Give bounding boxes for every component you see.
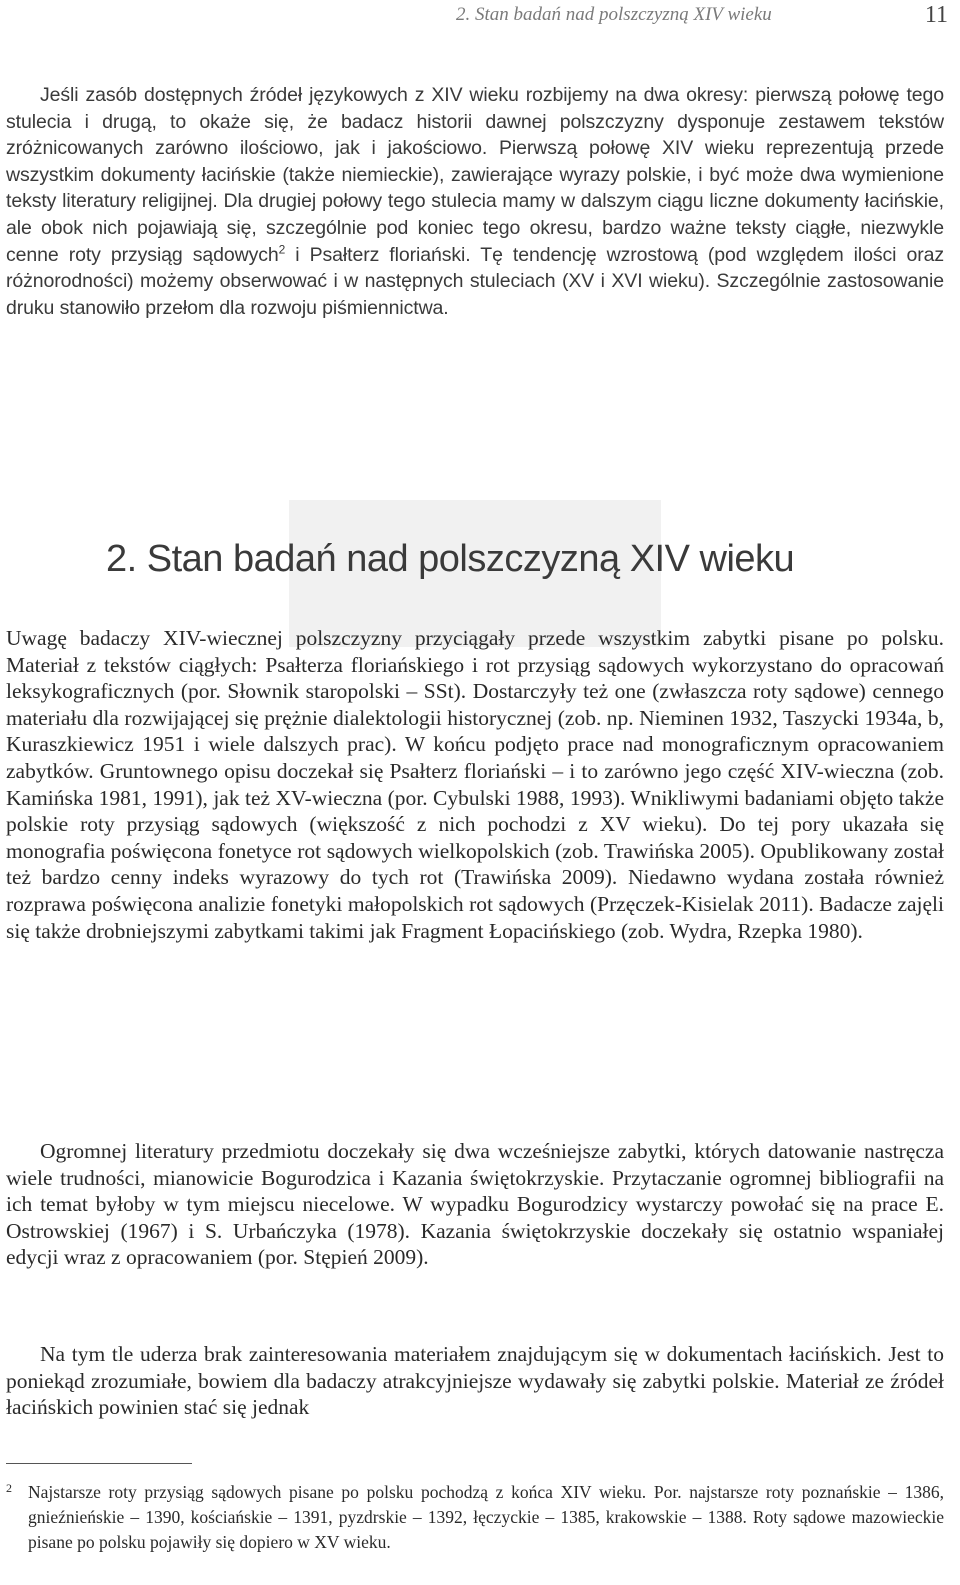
paragraph-intro-part2: Dla drugiej połowy tego stulecia mamy w dalszym ciągu liczne dokumenty łacińskie, ale obok nich pojawiają się, szczególnie pod koniec tego okresu, bardzo ważne teksty ciągłe, niezwykle cenne roty przysiąg sądowych <box>6 190 944 266</box>
footnote-mark: 2 <box>6 1481 12 1495</box>
paragraph-earlier-monuments: Ogromnej literatury przedmiotu doczekały się dwa wcześniejsze zabytki, których datowanie nastręcza wiele trudności, mianowicie Bogurodzica i Kazania świętokrzyskie. Przytaczanie ogromnej bibliografii na ich temat byłoby w tym miejscu niecelowe. W wypadku Bogurodzicy wystarczy powołać się na prace E. Ostrowskiej (1967) i S. Urbańczyka (1978). Kazania świętokrzyskie doczekały się ostatnio wspaniałej edycji wraz z opracowaniem (por. Stępień 2009). <box>6 1139 944 1270</box>
page-number: 11 <box>924 2 948 28</box>
footnote <box>6 1480 944 1555</box>
running-title: 2. Stan badań nad polszczyzną XIV wieku <box>456 4 772 25</box>
paragraph-intro <box>6 82 944 321</box>
paragraph-research-overview: Uwagę badaczy XIV-wiecznej polszczyzny przyciągały przede wszystkim zabytki pisane po polsku. Materiał z tekstów ciągłych: Psałterza floriańskiego i rot przysiąg sądowych wykorzystano do opracowań leksykograficznych (por. Słownik staropolski – SSt). Dostarczyły też one (zwłaszcza roty sądowe) cennego materiału dla rozwijającej się prężnie dialektologii historycznej (zob. np. Nieminen 1932, Taszycki 1934a, b, Kuraszkiewicz 1951 i wiele dalszych prac). W końcu podjęto prace nad monograficznym opracowaniem zabytków. Gruntownego opisu doczekał się Psałterz floriański – i to zarówno jego część XIV-wieczna (zob. Kamińska 1981, 1991), jak też XV-wieczna (por. Cybulski 1988, 1993). Wnikliwymi badaniami objęto także polskie roty przysiąg sądowych (większość z nich pochodzi z XV wieku). Do tej pory ukazała się monografia poświęcona fonetyce rot sądowych wielkopolskich (zob. Trawińska 2005). Opublikowany został też bardzo cenny indeks wyrazowy do tych rot (Trawińska 2009). Niedawno wydana została również rozprawa poświęcona analizie fonetyki małopolskich rot sądowych (Przęczek-Kisielak 2011). Badacze zajęli się także drobniejszymi zabytkami takimi jak Fragment Łopacińskiego (zob. Wydra, Rzepka 1980). <box>6 626 944 943</box>
section-heading: 2. Stan badań nad polszczyzną XIV wieku <box>106 538 795 580</box>
paragraph-intro-part3: i Psałterz floriański. Tę tendencję wzrostową (pod względem ilości oraz różnorodności) możemy obserwować i w następnych stuleciach (XV i XVI wieku). Szczególnie zastosowanie druku stanowiło przełom dla rozwoju piśmiennictwa. <box>6 243 944 319</box>
paragraph-latin-documents: Na tym tle uderza brak zainteresowania materiałem znajdującym się w dokumentach łacińskich. Jest to poniekąd zrozumiałe, bowiem dla badaczy atrakcyjniejsze wydawały się zabytki polskie. Materiał ze źródeł łacińskich powinien stać się jednak <box>6 1342 944 1420</box>
footnote-text: Najstarsze roty przysiąg sądowych pisane po polsku pochodzą z końca XIV wieku. Por. najstarsze roty poznańskie – 1386, gnieźnieńskie – 1390, kościańskie – 1391, pyzdrskie – 1392, łęczyckie – 1385, krakowskie – 1388. Roty sądowe mazowieckie pisane po polsku pojawiły się dopiero w XV wieku. <box>28 1482 944 1552</box>
footnote-separator <box>6 1463 192 1464</box>
footnote-reference[interactable]: 2 <box>278 242 286 257</box>
paragraph-intro-part1: Jeśli zasób dostępnych źródeł językowych z XIV wieku rozbijemy na dwa okresy: pierwszą połowę tego stulecia i drugą, to okaże się, że badacz historii dawnej polszczyzny dysponuje zestawem tekstów zróżnicowanych zarówno ilościowo, jak i jakościowo. Pierwszą połowę XIV wieku reprezentują przede wszystkim dokumenty łacińskie (także niemieckie), zawierające wyrazy polskie, i być może dwa wymienione teksty literatury religijnej. <box>6 84 944 213</box>
running-head <box>0 2 960 32</box>
